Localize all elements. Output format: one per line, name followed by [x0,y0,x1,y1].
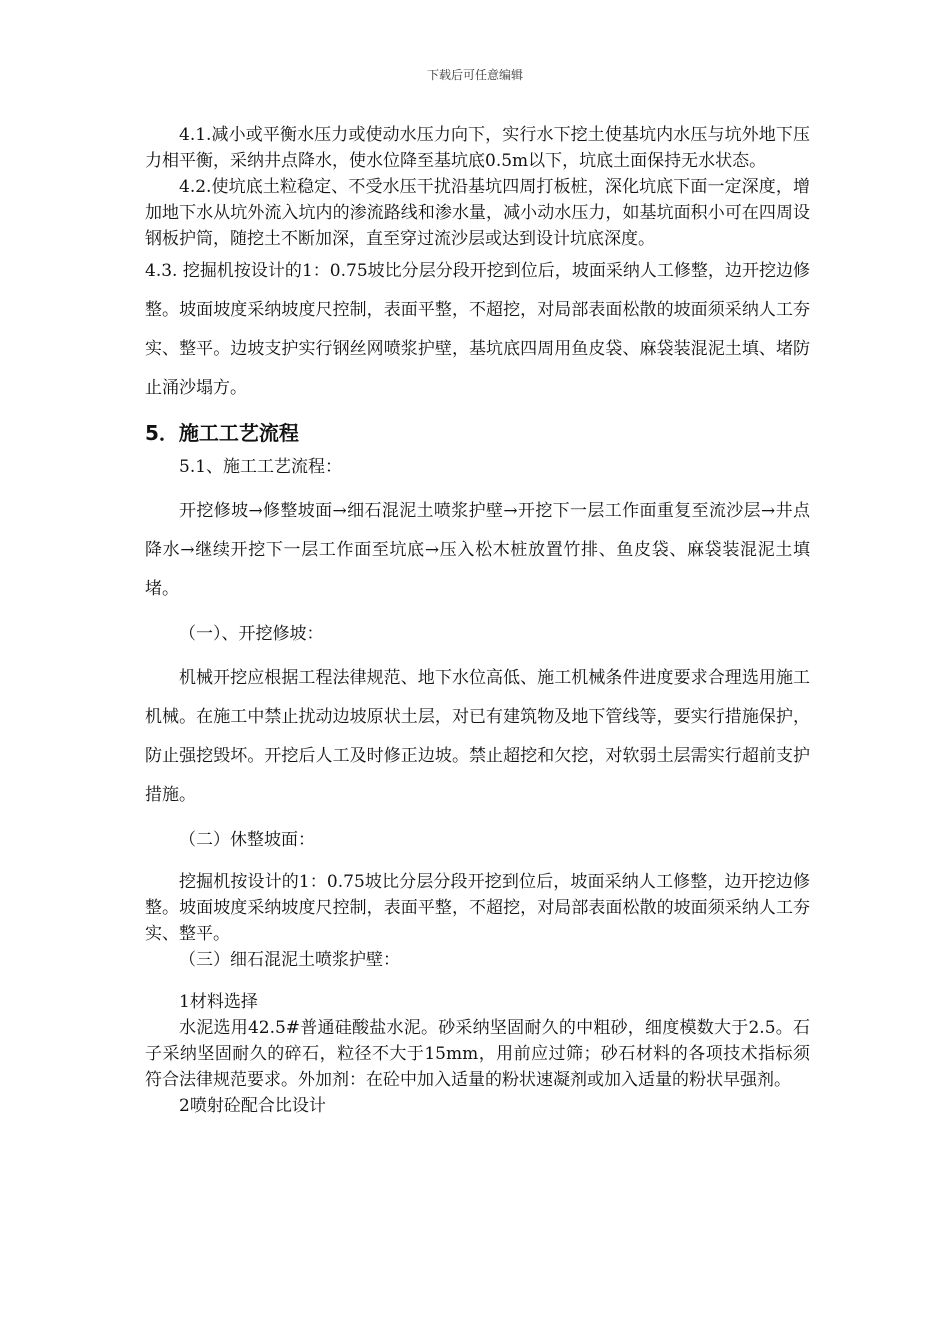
section-1-text: 机械开挖应根据工程法律规范、地下水位高低、施工机械条件进度要求合理选用施工机械。在施工中禁止扰动边坡原状土层，对已有建筑物及地下管线等，要实行措施保护，防止强挖毁坏。开挖后人工及时修正边坡。禁止超挖和欠挖，对软弱土层需实行超前支护措施。 [145,668,810,805]
process-flow-text: 开挖修坡→修整坡面→细石混泥土喷浆护壁→开挖下一层工作面重复至流沙层→井点降水→继续开挖下一层工作面至坑底→压入松木桩放置竹排、鱼皮袋、麻袋装混泥土填堵。 [145,501,810,599]
item-1-title: 1材料选择 [179,992,258,1012]
paragraph-4-1: 4.1.减小或平衡水压力或使动水压力向下，实行水下挖土使基坑内水压与坑外地下压力相平衡，采纳井点降水，使水位降至基坑底0.5m以下，坑底土面保持无水状态。 [145,125,810,171]
subsection-5-1-title: 5.1、施工工艺流程： [179,457,343,477]
section-3-title: （三）细石混泥土喷浆护壁： [179,950,400,970]
paragraph-4-3: 4.3. 挖掘机按设计的1：0.75坡比分层分段开挖到位后，坡面采纳人工修整，边开挖边修整。坡面坡度采纳坡度尺控制，表面平整，不超挖，对局部表面松散的坡面须采纳人工夯实、整平。边坡支护实行钢丝网喷浆护壁，基坑底四周用鱼皮袋、麻袋装混泥土填、堵防止涌沙塌方。 [145,261,810,398]
section-heading-5: 5．施工工艺流程 [145,421,299,445]
section-2-title: （二）休整坡面： [179,830,315,850]
document-body [145,122,810,1119]
section-1-title: （一）、开挖修坡： [179,624,324,644]
page-header-note: 下载后可任意编辑 [426,68,523,82]
paragraph-4-2: 4.2.使坑底土粒稳定、不受水压干扰沿基坑四周打板桩，深化坑底下面一定深度，增加地下水从坑外流入坑内的渗流路线和渗水量，减小动水压力，如基坑面积小可在四周设钢板护筒，随挖土不断加深，直至穿过流沙层或达到设计坑底深度。 [145,177,810,249]
item-2-title: 2喷射砼配合比设计 [179,1096,326,1116]
section-2-text: 挖掘机按设计的1：0.75坡比分层分段开挖到位后，坡面采纳人工修整，边开挖边修整。坡面坡度采纳坡度尺控制，表面平整，不超挖，对局部表面松散的坡面须采纳人工夯实、整平。 [145,872,810,944]
item-1-text: 水泥选用42.5#普通硅酸盐水泥。砂采纳坚固耐久的中粗砂，细度模数大于2.5。石子采纳坚固耐久的碎石，粒径不大于15mm，用前应过筛；砂石材料的各项技术指标须符合法律规范要求。外加剂：在砼中加入适量的粉状速凝剂或加入适量的粉状早强剂。 [145,1018,810,1090]
